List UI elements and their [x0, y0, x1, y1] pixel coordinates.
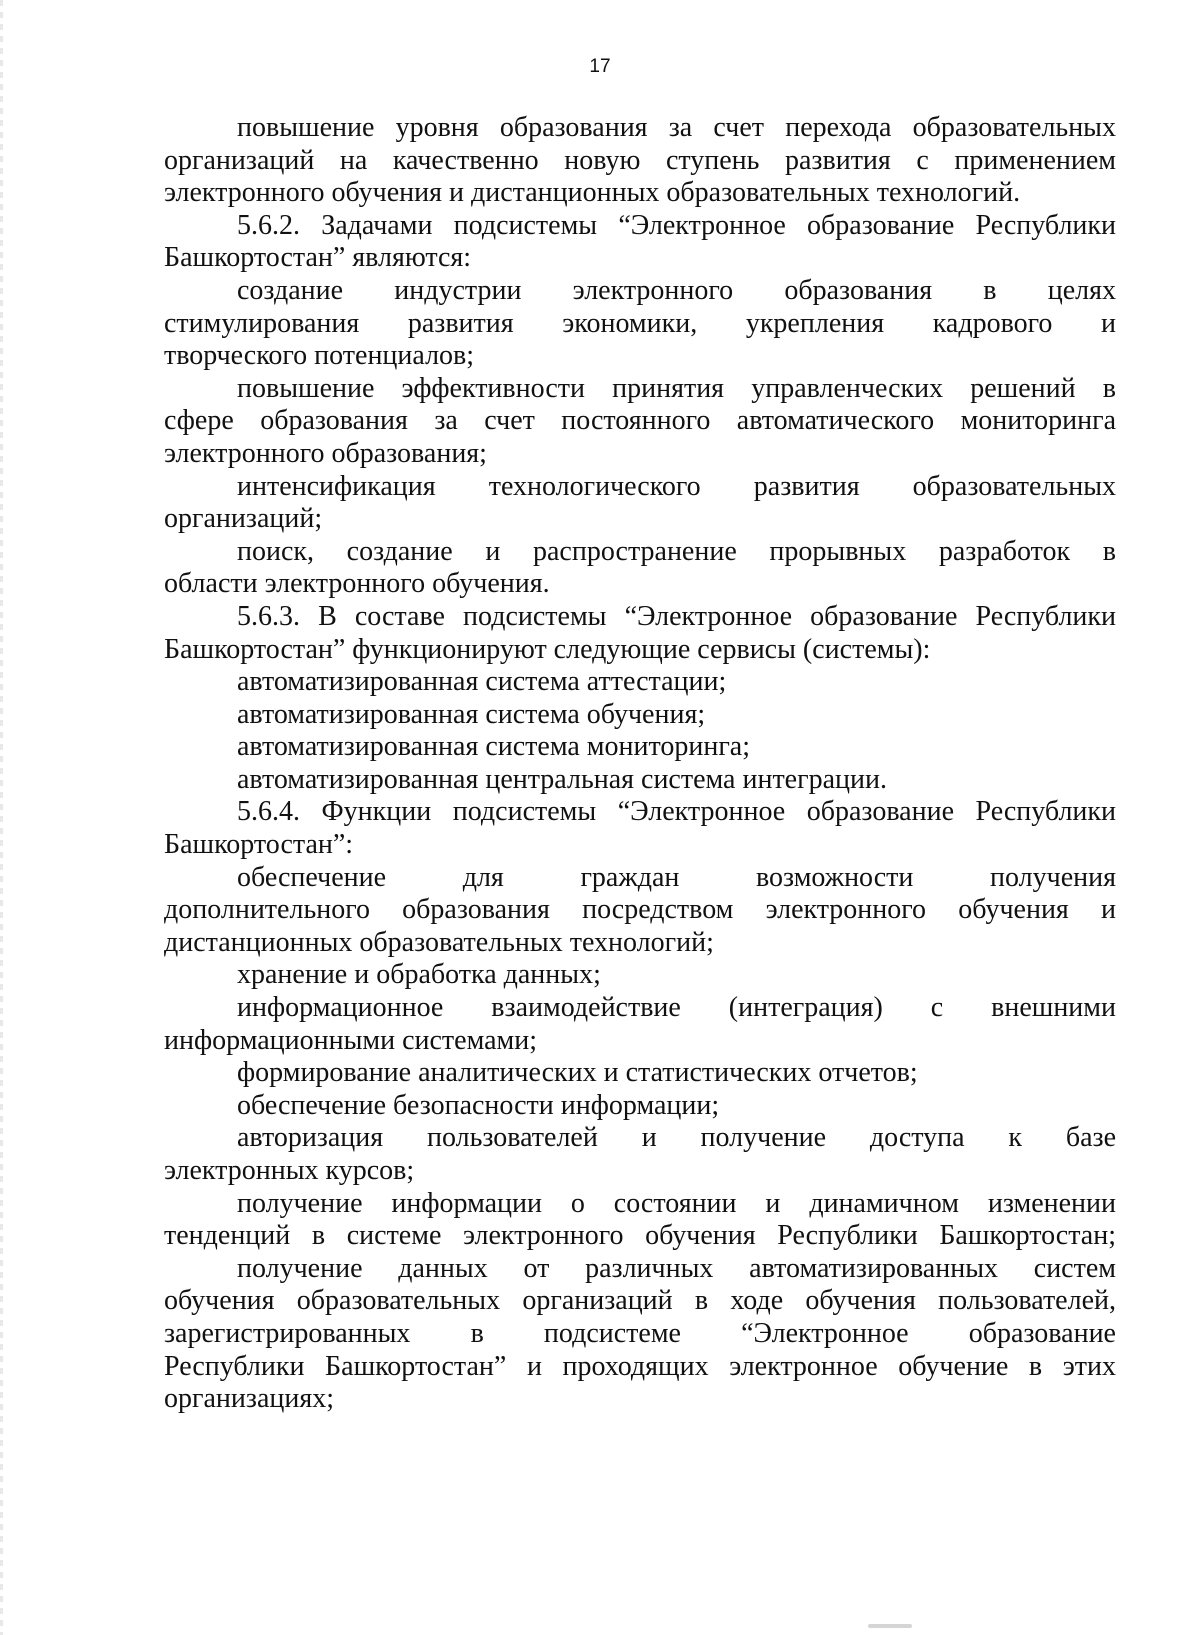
text-line: зарегистрированных в подсистеме “Электронное образование — [164, 1317, 1116, 1349]
text-line: автоматизированная система мониторинга; — [237, 731, 751, 763]
text-line: создание индустрии электронного образования в целях — [237, 274, 1116, 306]
text-line: электронного образования; — [164, 437, 487, 469]
text-line: обучения образовательных организаций в ходе обучения пользователей, — [164, 1285, 1116, 1317]
text-line: Башкортостан”: — [164, 829, 354, 861]
text-line: 5.6.4. Функции подсистемы “Электронное образование Республики — [237, 796, 1116, 828]
scan-edge — [0, 0, 3, 1635]
text-line: Республики Башкортостан” и проходящих электронное обучение в этих — [164, 1350, 1116, 1382]
text-line: тенденций в системе электронного обучения Республики Башкортостан; — [164, 1220, 1116, 1252]
text-line: повышение эффективности принятия управленческих решений в — [237, 372, 1116, 404]
text-line: области электронного обучения. — [164, 568, 550, 600]
page-number: 17 — [589, 56, 611, 77]
text-line: получение информации о состоянии и динамичном изменении — [237, 1187, 1116, 1219]
text-line: получение данных от различных автоматизированных систем — [237, 1252, 1116, 1284]
document-body — [164, 112, 1116, 1416]
text-line: организациях; — [164, 1383, 334, 1415]
scan-artifact — [868, 1624, 912, 1628]
text-line: формирование аналитических и статистических отчетов; — [237, 1057, 918, 1089]
text-line: обеспечение для граждан возможности получения — [237, 861, 1116, 893]
text-line: организаций; — [164, 503, 323, 535]
text-line: поиск, создание и распространение прорывных разработок в — [237, 535, 1116, 567]
text-line: сфере образования за счет постоянного автоматического мониторинга — [164, 405, 1116, 437]
text-line: Башкортостан” являются: — [164, 242, 472, 274]
text-line: дополнительного образования посредством электронного обучения и — [164, 894, 1116, 926]
text-line: электронных курсов; — [164, 1155, 415, 1186]
text-line: автоматизированная центральная система интеграции. — [237, 763, 887, 795]
text-line: автоматизированная система обучения; — [237, 698, 706, 730]
text-line: электронного обучения и дистанционных образовательных технологий. — [164, 177, 1021, 209]
text-line: 5.6.3. В составе подсистемы “Электронное образование Республики — [237, 600, 1116, 632]
text-line: информационное взаимодействие (интеграция) с внешними — [237, 992, 1116, 1024]
text-line: автоматизированная система аттестации; — [237, 666, 727, 698]
text-line: интенсификация технологического развития образовательных — [237, 470, 1116, 502]
text-line: дистанционных образовательных технологий; — [164, 926, 714, 958]
text-line: хранение и обработка данных; — [237, 959, 601, 991]
text-line: повышение уровня образования за счет перехода образовательных — [237, 112, 1116, 143]
text-line: организаций на качественно новую ступень развития с применением — [164, 144, 1116, 176]
text-line: творческого потенциалов; — [164, 340, 475, 372]
text-line: информационными системами; — [164, 1024, 538, 1056]
text-line: 5.6.2. Задачами подсистемы “Электронное образование Республики — [237, 209, 1116, 241]
text-line: авторизация пользователей и получение доступа к базе — [237, 1122, 1116, 1154]
text-line: обеспечение безопасности информации; — [237, 1089, 720, 1121]
text-line: стимулирования развития экономики, укрепления кадрового и — [164, 307, 1116, 339]
text-line: Башкортостан” функционируют следующие сервисы (системы): — [164, 633, 931, 665]
